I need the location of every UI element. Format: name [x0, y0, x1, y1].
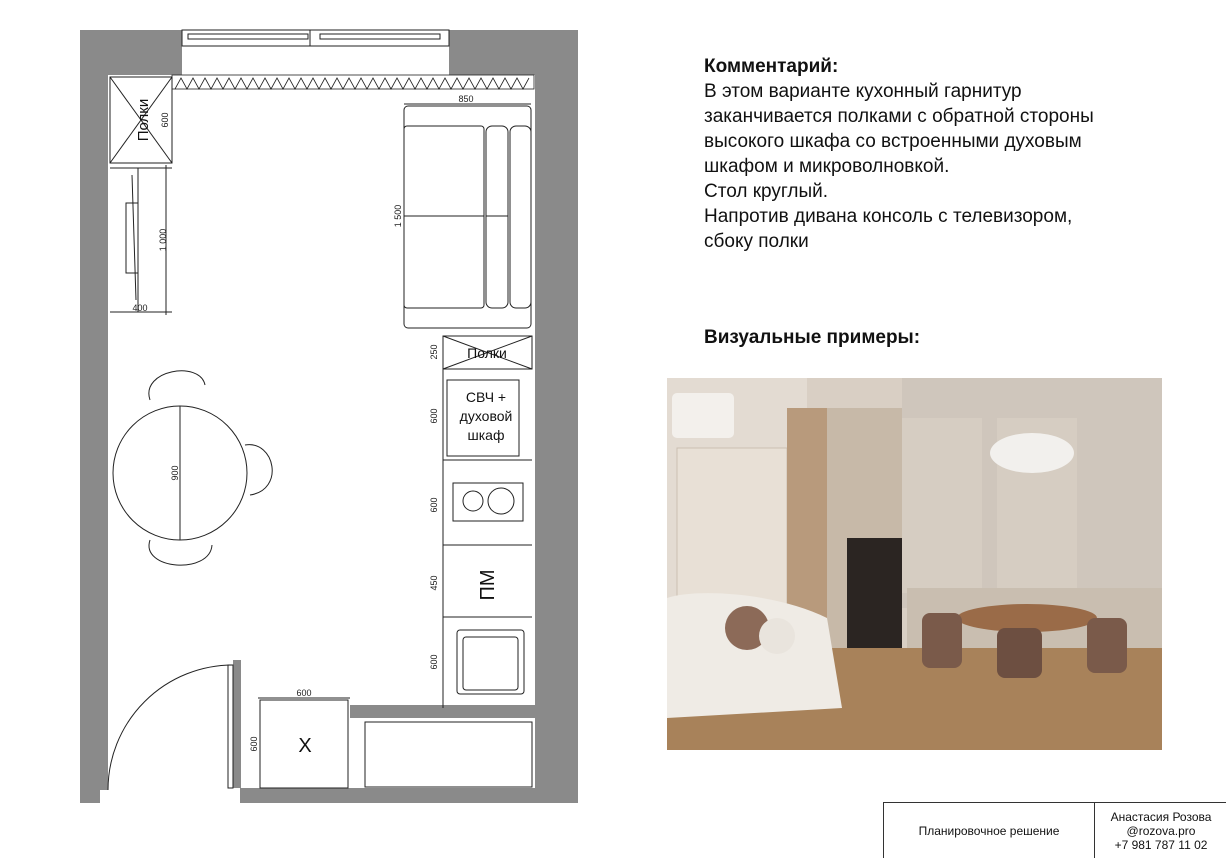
closet-label: Х: [298, 735, 312, 757]
comment-line: шкафом и микроволновкой.: [704, 156, 950, 177]
dishwasher-label: ПМ: [477, 569, 499, 601]
author-phone: +7 981 787 11 02: [1114, 837, 1208, 852]
dim-dw-cab: 450: [429, 575, 439, 591]
dim-sofa-width: 850: [458, 94, 474, 104]
dim-closet-depth: 600: [249, 736, 259, 752]
left-shelves-label: Полки: [135, 98, 152, 142]
comment-line: В этом варианте кухонный гарнитур: [704, 81, 1022, 102]
comment-line: сбоку полки: [704, 231, 809, 252]
entry-door: [108, 665, 233, 790]
author-name: Анастасия Розова: [1110, 809, 1212, 824]
dim-right-shelves: 250: [429, 344, 439, 360]
title-block-author-info: [1095, 803, 1226, 858]
comment-line: высокого шкафа со встроенными духовым: [704, 131, 1082, 152]
window: [182, 30, 449, 46]
dim-shelf-depth: 600: [160, 112, 170, 128]
mw-label-3: шкаф: [467, 427, 505, 443]
bottom-wall: [240, 788, 578, 803]
dim-closet-width: 600: [296, 688, 312, 698]
dim-oven-cab: 600: [429, 408, 439, 424]
door-jamb-right: [233, 660, 241, 788]
title-block-title: Планировочное решение: [884, 803, 1095, 858]
interior-example-image: [667, 378, 1162, 750]
dining-table: [113, 371, 272, 565]
dim-hob-cab: 600: [429, 497, 439, 513]
title-block: [883, 802, 1226, 858]
dim-tv-length: 1 000: [158, 228, 168, 252]
dim-tv-depth: 400: [132, 303, 148, 313]
dim-sink-cab: 600: [429, 654, 439, 670]
right-shelves-label: Полки: [467, 345, 507, 361]
dim-sofa-length: 1 500: [393, 204, 403, 228]
right-wall-core: [535, 75, 578, 803]
author-site: @rozova.pro: [1126, 823, 1196, 838]
comment-line: Стол круглый.: [704, 181, 829, 202]
sofa: [404, 104, 531, 328]
comment-line: Напротив дивана консоль с телевизором,: [704, 206, 1073, 227]
examples-title: Визуальные примеры:: [704, 327, 921, 348]
comment-title: Комментарий:: [704, 56, 839, 77]
window-sill: [172, 75, 534, 89]
comment-line: заканчивается полками с обратной стороны: [704, 106, 1094, 127]
dim-table-diameter: 900: [170, 465, 180, 481]
mw-label-2: духовой: [459, 408, 513, 424]
mw-label-1: СВЧ +: [465, 389, 507, 405]
comment-block: [704, 55, 1204, 254]
